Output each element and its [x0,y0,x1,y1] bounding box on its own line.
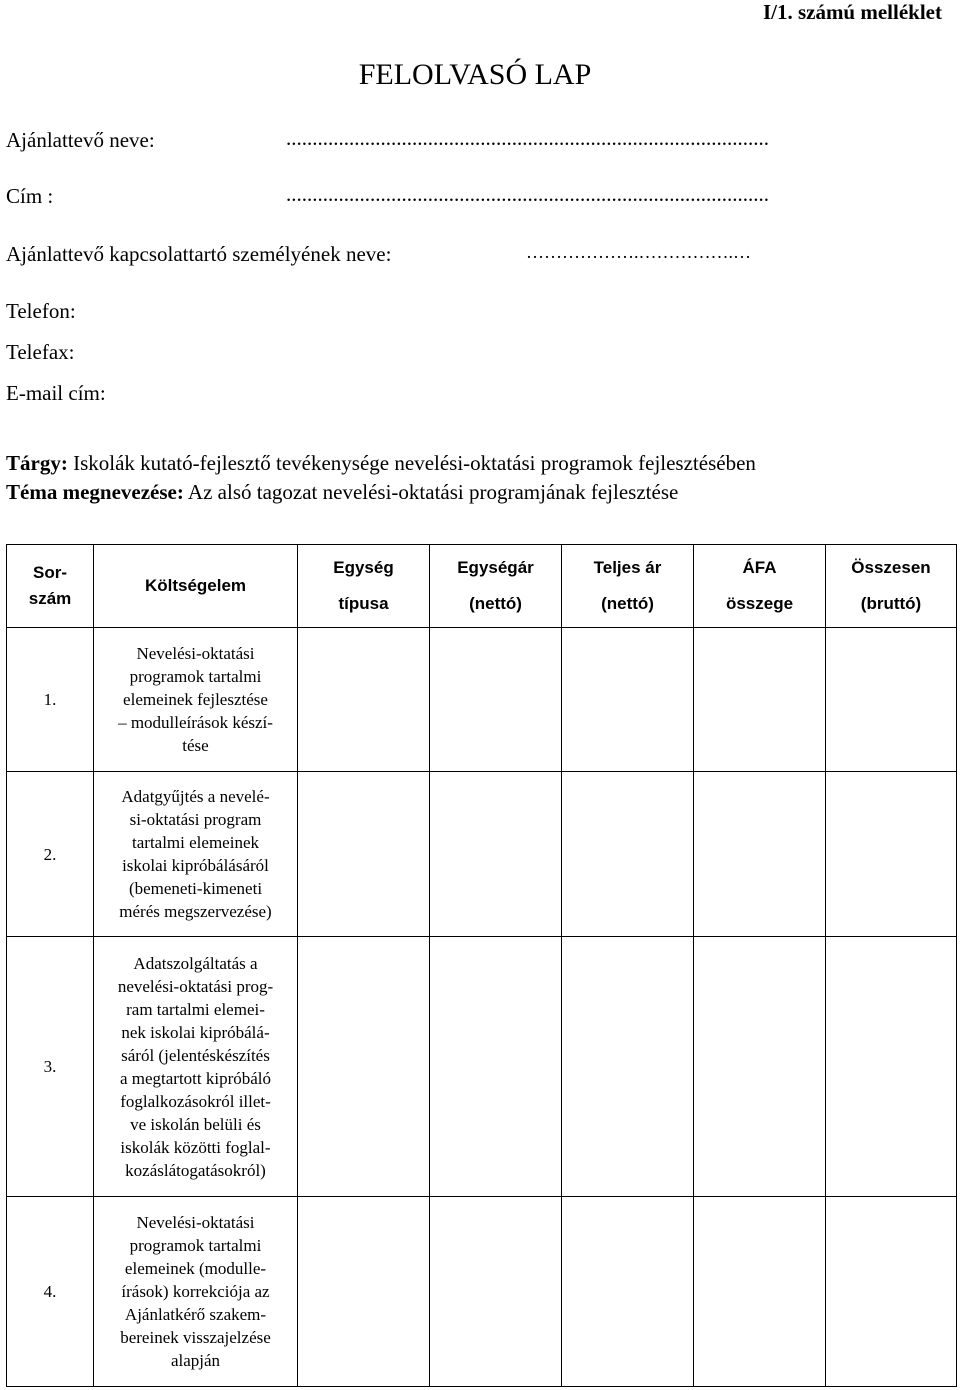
row-number: 2. [7,772,94,937]
vat-cell[interactable] [694,628,826,772]
fax-row [6,340,75,365]
total-gross-cell[interactable] [826,772,957,937]
phone-label: Telefon: [6,299,76,323]
header-item: Költségelem [94,545,298,628]
bidder-name-label: Ajánlattevő neve: [6,128,155,152]
total-net-cell[interactable] [562,628,694,772]
header-total-net: Teljes ár (nettó) [562,545,694,628]
page-title: FELOLVASÓ LAP [358,58,592,91]
cost-table [6,544,957,1387]
table-row [7,772,957,937]
total-net-cell[interactable] [562,1197,694,1387]
table-row [7,628,957,772]
total-net-cell[interactable] [562,772,694,937]
unit-type-cell[interactable] [298,937,430,1197]
unit-price-cell[interactable] [430,628,562,772]
unit-price-cell[interactable] [430,772,562,937]
email-label: E-mail cím: [6,381,106,405]
total-gross-cell[interactable] [826,628,957,772]
unit-type-cell[interactable] [298,628,430,772]
theme-line [6,480,678,505]
row-number: 3. [7,937,94,1197]
bidder-name-row [6,126,769,153]
total-gross-cell[interactable] [826,1197,957,1387]
row-number: 4. [7,1197,94,1387]
address-row [6,182,769,209]
header-total-gross: Összesen (bruttó) [826,545,957,628]
unit-price-cell[interactable] [430,1197,562,1387]
unit-type-cell[interactable] [298,772,430,937]
cost-item-cell: Nevelési-oktatási programok tartalmi elemeinek (modulle- írások) korrekciója az Ajánlatkérő szakem- bereinek visszajelzése alapján [94,1197,298,1387]
annex-label: I/1. számú melléklet [762,0,942,24]
header-unit-type: Egység típusa [298,545,430,628]
subject-text: Iskolák kutató-fejlesztő tevékenysége nevelési-oktatási programok fejlesztésében [67,451,756,475]
contact-row [6,242,751,267]
header-vat: ÁFA összege [694,545,826,628]
header-no: Sor- szám [7,545,94,628]
table-header-row [7,545,957,628]
subject-label: Tárgy: [6,451,68,475]
bidder-name-value[interactable]: ............................................................................................ [286,126,769,150]
contact-label: Ajánlattevő kapcsolattartó személyének neve: [6,242,392,266]
total-gross-cell[interactable] [826,937,957,1197]
vat-cell[interactable] [694,772,826,937]
vat-cell[interactable] [694,937,826,1197]
address-value[interactable]: ............................................................................................ [286,182,769,206]
unit-price-cell[interactable] [430,937,562,1197]
theme-text: Az alsó tagozat nevelési-oktatási programjának fejlesztése [183,480,679,504]
address-label: Cím : [6,184,54,208]
email-row [6,381,106,406]
table-row [7,937,957,1197]
table-row [7,1197,957,1387]
phone-row [6,299,76,324]
cost-item-cell: Adatgyűjtés a nevelé- si-oktatási program tartalmi elemeinek iskolai kipróbálásáról (bemeneti-kimeneti mérés megszervezése) [94,772,298,937]
row-number: 1. [7,628,94,772]
theme-label: Téma megnevezése: [6,480,184,504]
fax-label: Telefax: [6,340,75,364]
total-net-cell[interactable] [562,937,694,1197]
subject-line [6,451,756,476]
header-unit-price: Egységár (nettó) [430,545,562,628]
vat-cell[interactable] [694,1197,826,1387]
cost-item-cell: Adatszolgáltatás a nevelési-oktatási prog- ram tartalmi elemei- nek iskolai kipróbálá- sáról (jelentéskészítés a megtartott kipróbáló foglalkozásokról illet- ve iskolán belüli és iskolák közötti foglal- kozáslátogatásokról) [94,937,298,1197]
cost-item-cell: Nevelési-oktatási programok tartalmi elemeinek fejlesztése – modulleírások készí- tése [94,628,298,772]
contact-value[interactable]: ……………….…………….… [526,242,751,262]
unit-type-cell[interactable] [298,1197,430,1387]
